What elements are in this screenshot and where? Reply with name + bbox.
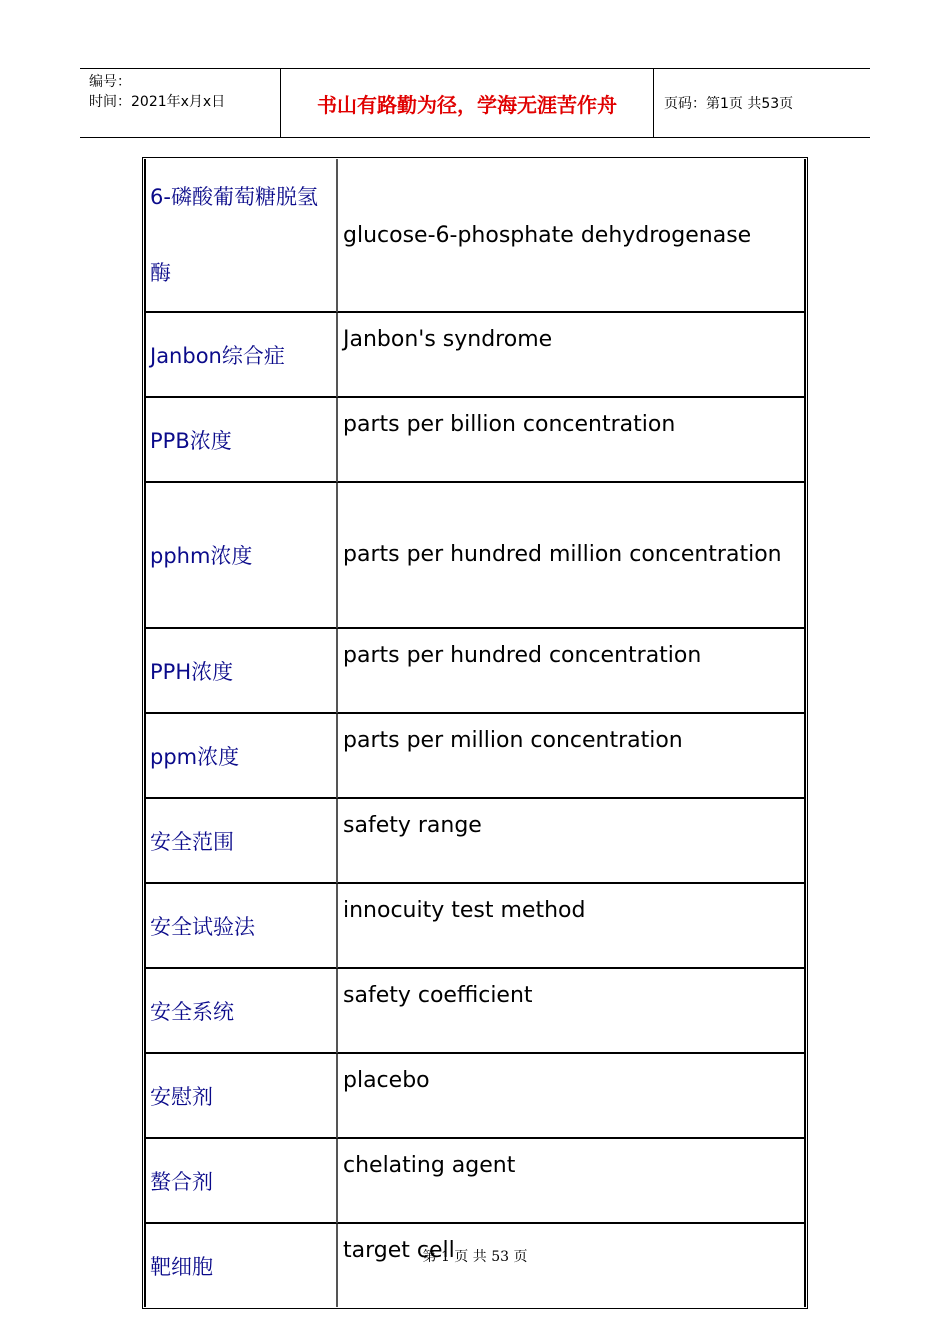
term-english: parts per billion concentration <box>337 398 806 483</box>
page-header <box>80 68 870 138</box>
table-row <box>144 1054 806 1139</box>
glossary-table <box>144 159 806 1307</box>
table-row <box>144 313 806 398</box>
term-chinese <box>144 159 337 313</box>
header-motto: 书山有路勤为径，学海无涯苦作舟 <box>281 69 654 137</box>
header-meta <box>80 69 281 137</box>
term-english <box>337 159 806 313</box>
term-chinese: pphm浓度 <box>144 483 337 629</box>
page-footer: 第 1 页 共 53 页 <box>422 1249 528 1265</box>
term-english-text: glucose-6-phosphate dehydrogenase <box>343 222 752 248</box>
table-row <box>144 884 806 969</box>
table-row <box>144 629 806 714</box>
table-row <box>144 969 806 1054</box>
table-row <box>144 799 806 884</box>
term-english: parts per million concentration <box>337 714 806 799</box>
term-chinese: Janbon综合症 <box>144 313 337 398</box>
term-chinese: 安慰剂 <box>144 1054 337 1139</box>
table-row <box>144 483 806 629</box>
term-chinese: ppm浓度 <box>144 714 337 799</box>
glossary-table-frame <box>142 157 808 1309</box>
table-row <box>144 159 806 313</box>
term-english <box>337 483 806 629</box>
term-english: target cell <box>337 1224 806 1307</box>
header-page-info: 页码：第1页 共53页 <box>664 96 794 112</box>
term-english: chelating agent <box>337 1139 806 1224</box>
term-english: Janbon's syndrome <box>337 313 806 398</box>
term-english: parts per hundred concentration <box>337 629 806 714</box>
term-english: safety range <box>337 799 806 884</box>
term-chinese: PPH浓度 <box>144 629 337 714</box>
table-row <box>144 398 806 483</box>
term-chinese: 安全系统 <box>144 969 337 1054</box>
term-english-text: parts per hundred million concentration <box>343 542 782 567</box>
serial-label: 编号： <box>89 74 131 90</box>
term-chinese: 螯合剂 <box>144 1139 337 1224</box>
term-english: placebo <box>337 1054 806 1139</box>
term-chinese-text: 6-磷酸葡萄糖脱氢酶 <box>150 185 318 285</box>
term-chinese: 靶细胞 <box>144 1224 337 1307</box>
term-english: innocuity test method <box>337 884 806 969</box>
term-chinese: PPB浓度 <box>144 398 337 483</box>
term-chinese: 安全试验法 <box>144 884 337 969</box>
table-row <box>144 1139 806 1224</box>
table-row <box>144 714 806 799</box>
term-english: safety coefficient <box>337 969 806 1054</box>
term-chinese: 安全范围 <box>144 799 337 884</box>
date-line: 时间：2021年x月x日 <box>89 94 226 110</box>
